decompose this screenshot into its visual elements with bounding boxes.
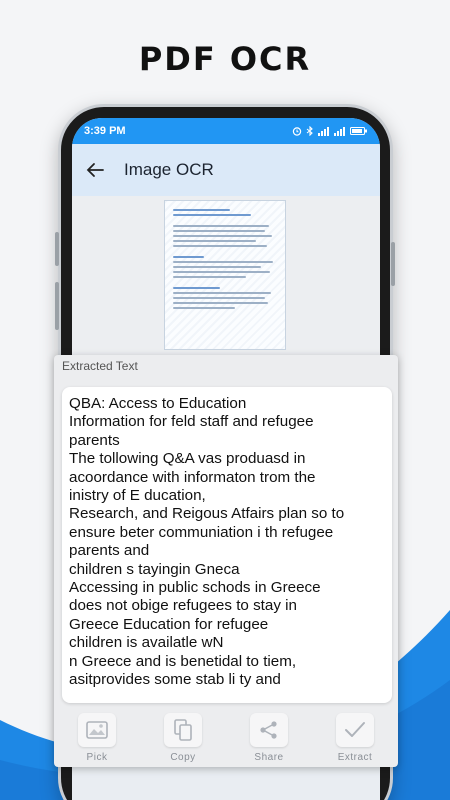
check-icon <box>336 713 374 747</box>
signal-icon <box>334 126 346 136</box>
phone-button <box>55 282 59 330</box>
extract-button[interactable] <box>325 713 385 763</box>
phone-button <box>391 242 395 286</box>
hero-title: PDF OCR <box>138 40 312 78</box>
status-icons <box>292 126 368 136</box>
battery-icon <box>350 126 368 136</box>
extract-label: Extract <box>337 752 373 763</box>
signal-icon <box>318 126 330 136</box>
image-preview-area <box>72 196 380 356</box>
image-icon <box>78 713 116 747</box>
phone-button <box>55 232 59 266</box>
pick-button[interactable] <box>67 713 127 763</box>
document-preview-image <box>164 200 286 350</box>
pick-label: Pick <box>86 752 108 763</box>
app-bar <box>72 144 380 196</box>
extracted-text-body[interactable]: QBA: Access to Education Information for feld staff and refugee parents The tollowing Q&A vas produasd in acoordance with informaton trom the inistry of E ducation, Research, and Reigous Atfairs plan so to ensure beter communiation i th refugee parents and children s tayingin Gneca Accessing in public schods in Greece does not obige refugees to stay in Greece Education for refugee children is availatle wN n Greece and is benetidal to tiem, asitprovides some stab li ty and <box>69 395 345 689</box>
status-time: 3:39 PM <box>84 125 126 137</box>
share-label: Share <box>254 752 284 763</box>
copy-icon <box>164 713 202 747</box>
copy-button[interactable] <box>153 713 213 763</box>
action-toolbar <box>54 709 398 767</box>
extracted-text-card[interactable] <box>62 387 392 703</box>
extracted-text-label: Extracted Text <box>62 359 138 373</box>
bluetooth-icon <box>306 126 314 136</box>
extracted-text-panel <box>54 355 398 767</box>
copy-label: Copy <box>170 752 196 763</box>
share-icon <box>250 713 288 747</box>
arrow-left-icon[interactable] <box>86 160 106 180</box>
alarm-icon <box>292 126 302 136</box>
status-bar <box>72 118 380 144</box>
app-bar-title: Image OCR <box>124 160 214 179</box>
share-button[interactable] <box>239 713 299 763</box>
